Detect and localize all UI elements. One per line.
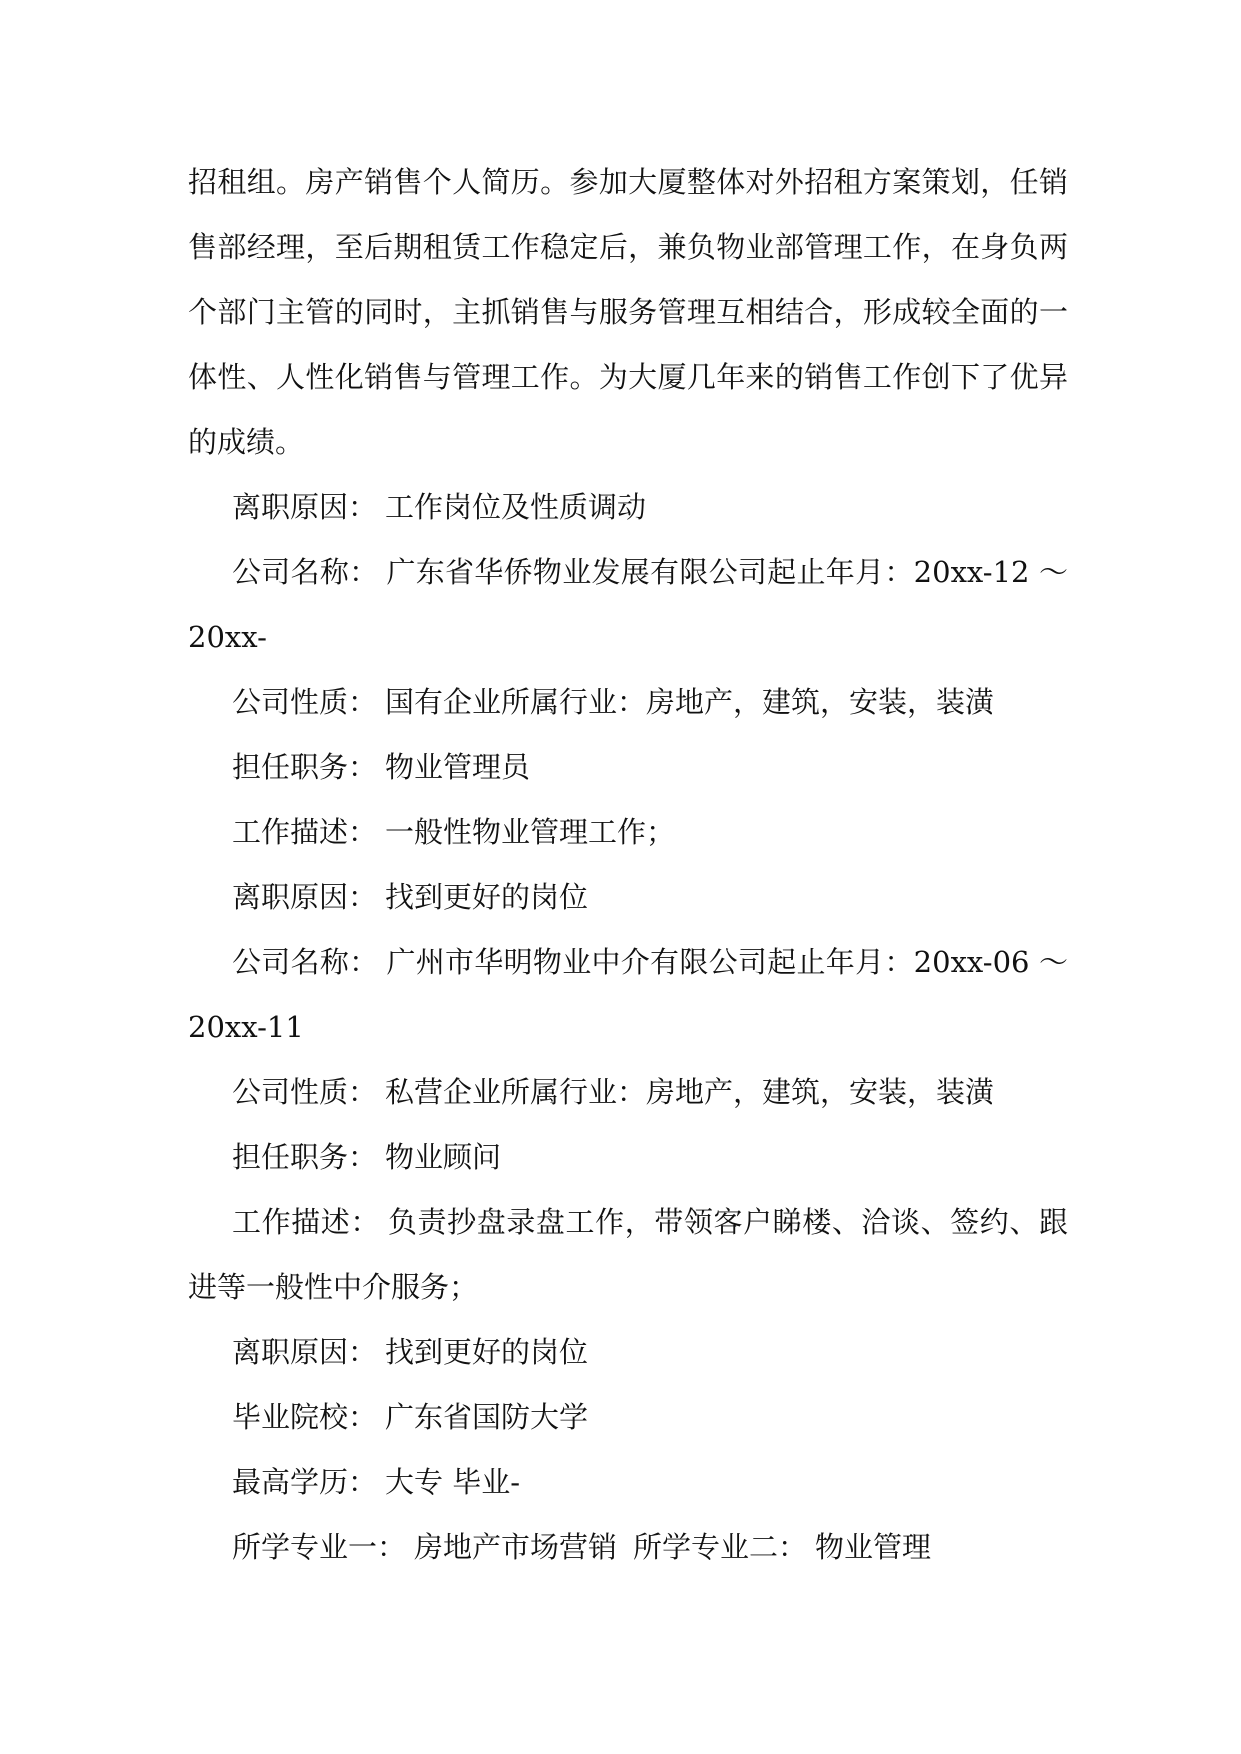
company-value: 广州市华明物业中介有限公司起止年月：20xx-06 ～ 20xx-11: [188, 945, 1068, 1044]
leave-reason-value: 找到更好的岗位: [385, 1335, 589, 1369]
job3-leave-reason-row: [188, 1320, 1068, 1385]
nature-value: 国有企业所属行业：房地产，建筑，安装，装潢: [385, 685, 995, 719]
position-label: 担任职务：: [232, 1140, 378, 1174]
description-label: 工作描述：: [232, 815, 378, 849]
position-value: 物业顾问: [385, 1140, 502, 1174]
job3-nature-row: [188, 1060, 1068, 1125]
leave-reason-value: 找到更好的岗位: [385, 880, 589, 914]
major2-label: 所学专业二：: [633, 1530, 808, 1564]
majors-row: [188, 1515, 1068, 1580]
leave-reason-label: 离职原因：: [232, 1335, 378, 1369]
degree-value: 大专 毕业-: [385, 1465, 521, 1499]
job2-description-row: [188, 800, 1068, 865]
degree-label: 最高学历：: [232, 1465, 378, 1499]
leave-reason-label: 离职原因：: [232, 490, 378, 524]
company-value: 广东省华侨物业发展有限公司起止年月：20xx-12 ～ 20xx-: [188, 555, 1068, 654]
company-label: 公司名称：: [232, 555, 379, 589]
major1-label: 所学专业一：: [232, 1530, 407, 1564]
company-label: 公司名称：: [232, 945, 379, 979]
description-label: 工作描述：: [232, 1205, 380, 1239]
description-value: 一般性物业管理工作；: [385, 815, 676, 849]
leave-reason-value: 工作岗位及性质调动: [385, 490, 647, 524]
job2-nature-row: [188, 670, 1068, 735]
school-label: 毕业院校：: [232, 1400, 378, 1434]
job2-leave-reason-row: [188, 865, 1068, 930]
leave-reason-label: 离职原因：: [232, 880, 378, 914]
document-page: [188, 150, 1068, 1580]
school-row: [188, 1385, 1068, 1450]
major1-value: 房地产市场营销: [414, 1530, 618, 1564]
major2-value: 物业管理: [815, 1530, 932, 1564]
nature-value: 私营企业所属行业：房地产，建筑，安装，装潢: [385, 1075, 995, 1109]
job3-position-row: [188, 1125, 1068, 1190]
position-value: 物业管理员: [385, 750, 531, 784]
school-value: 广东省国防大学: [385, 1400, 589, 1434]
position-label: 担任职务：: [232, 750, 378, 784]
job2-position-row: [188, 735, 1068, 800]
nature-label: 公司性质：: [232, 1075, 378, 1109]
nature-label: 公司性质：: [232, 685, 378, 719]
job1-leave-reason-row: [188, 475, 1068, 540]
description-value: 负责抄盘录盘工作，带领客户睇楼、洽谈、签约、跟进等一般性中介服务；: [188, 1205, 1068, 1304]
job3-company-row: [188, 930, 1068, 1060]
intro-paragraph: 招租组。房产销售个人简历。参加大厦整体对外招租方案策划，任销售部经理，至后期租赁工作稳定后，兼负物业部管理工作，在身负两个部门主管的同时，主抓销售与服务管理互相结合，形成较全面的一体性、人性化销售与管理工作。为大厦几年来的销售工作创下了优异的成绩。: [188, 165, 1068, 459]
degree-row: [188, 1450, 1068, 1515]
job2-company-row: [188, 540, 1068, 670]
job3-description-row: [188, 1190, 1068, 1320]
